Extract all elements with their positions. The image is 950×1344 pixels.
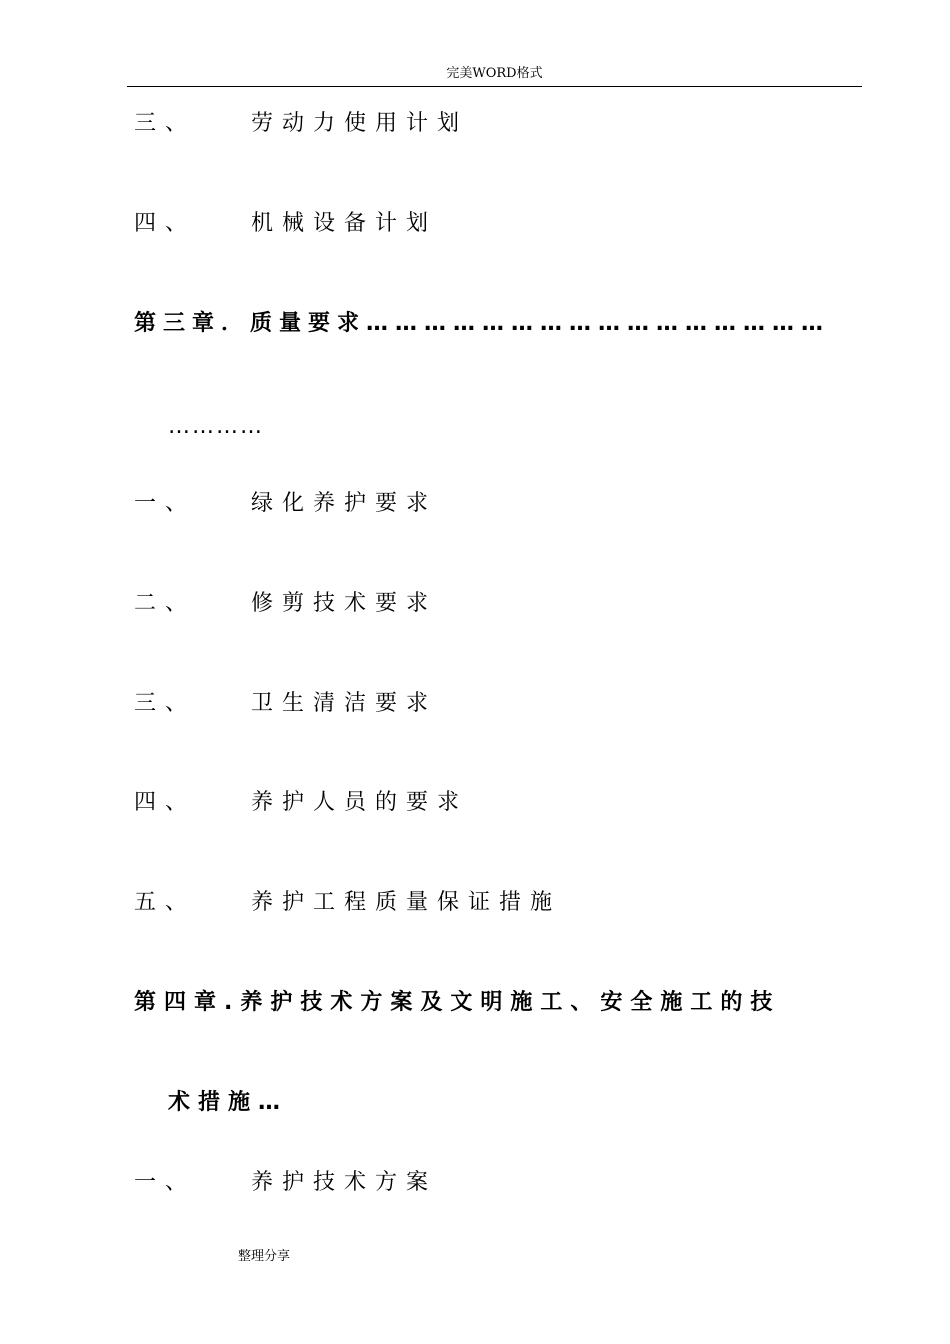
toc-entry-title: 机械设备计划	[251, 211, 438, 236]
chapter-heading: 第四章.养护技术方案及文明施工、安全施工的技	[134, 990, 781, 1015]
toc-entry-number: 一、	[134, 1170, 197, 1195]
toc-entry-number: 一、	[134, 491, 197, 516]
toc-entry	[134, 487, 437, 521]
toc-entry	[134, 207, 437, 241]
chapter-heading-continuation: 术措施…	[168, 1090, 289, 1115]
toc-entry	[134, 786, 468, 820]
toc-entry	[134, 687, 437, 721]
toc-entry-title: 养护技术方案	[251, 1170, 438, 1195]
toc-entry-title: 养护工程质量保证措施	[251, 890, 562, 915]
page-header: 完美WORD格式	[127, 64, 862, 87]
toc-entry-number: 四、	[134, 211, 197, 236]
toc-entry-number: 二、	[134, 591, 197, 616]
toc-entry-number: 三、	[134, 691, 197, 716]
toc-entry	[134, 886, 561, 920]
toc-entry	[134, 587, 437, 621]
toc-entry-number: 四、	[134, 790, 197, 815]
toc-entry-number: 三、	[134, 111, 197, 136]
toc-entry-title: 绿化养护要求	[251, 491, 438, 516]
toc-entry-title: 养护人员的要求	[251, 790, 469, 815]
chapter-heading: 第三章．质量要求…………………………………………	[134, 311, 831, 336]
toc-entry-title: 卫生清洁要求	[251, 691, 438, 716]
toc-entry-title: 劳动力使用计划	[251, 111, 469, 136]
toc-entry	[134, 107, 468, 141]
toc-entry-number: 五、	[134, 890, 197, 915]
toc-entry-title: 修剪技术要求	[251, 591, 438, 616]
toc-entry	[134, 1166, 437, 1200]
page-footer: 整理分享	[238, 1249, 291, 1264]
chapter-heading-continuation: …………	[168, 414, 264, 439]
